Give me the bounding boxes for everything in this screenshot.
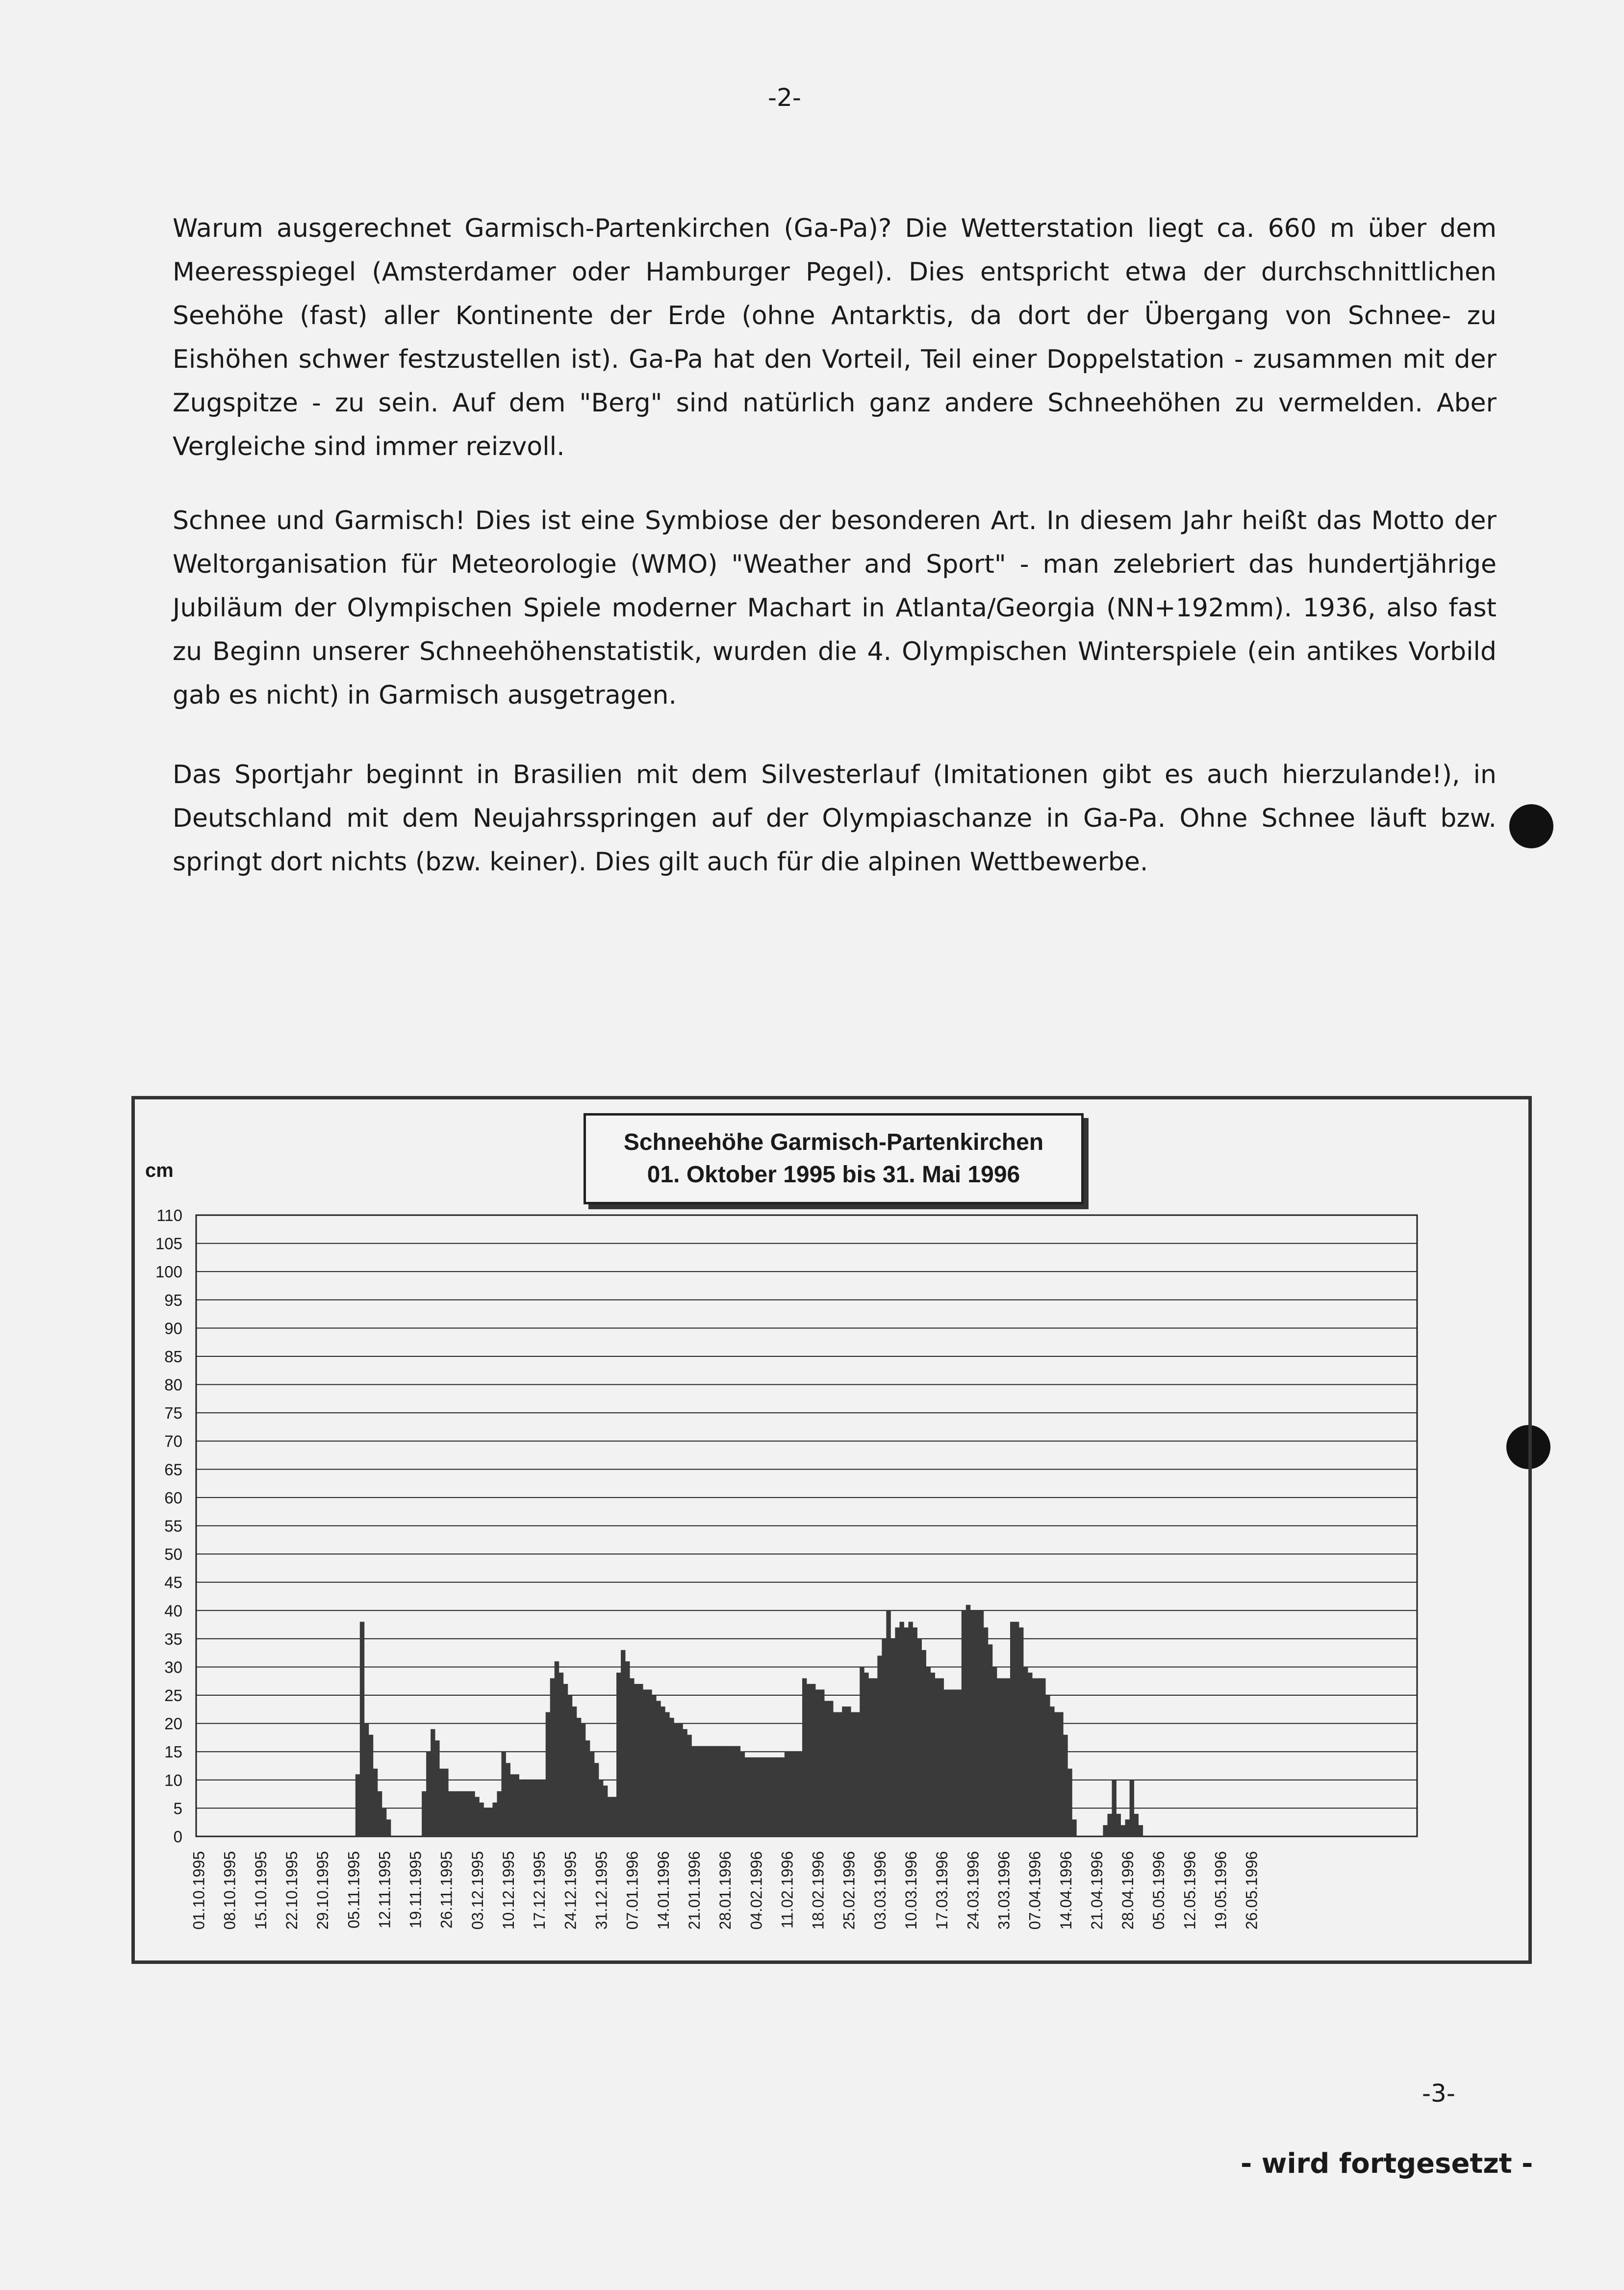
snow-depth-bar bbox=[630, 1678, 634, 1836]
snow-depth-bar bbox=[369, 1735, 373, 1836]
snow-depth-bar bbox=[864, 1673, 868, 1836]
snow-depth-bar bbox=[785, 1752, 789, 1836]
x-tick-label: 26.11.1995 bbox=[437, 1851, 456, 1929]
snow-depth-bar bbox=[506, 1763, 510, 1836]
snow-depth-bar bbox=[767, 1757, 771, 1836]
snow-depth-bar bbox=[426, 1752, 431, 1836]
snow-depth-bar bbox=[966, 1605, 970, 1836]
y-tick-label: 15 bbox=[164, 1743, 182, 1761]
x-tick-label: 29.10.1995 bbox=[314, 1851, 332, 1930]
y-tick-label: 60 bbox=[164, 1488, 182, 1507]
snow-depth-bar bbox=[1121, 1825, 1125, 1836]
snow-depth-bar bbox=[492, 1803, 497, 1836]
chart-title-line-2: 01. Oktober 1995 bis 31. Mai 1996 bbox=[647, 1162, 1020, 1188]
snow-depth-bar bbox=[475, 1797, 479, 1836]
snow-depth-bar bbox=[815, 1690, 820, 1836]
snow-depth-bar bbox=[758, 1757, 762, 1836]
snow-depth-bar bbox=[678, 1724, 683, 1836]
snow-depth-bar bbox=[453, 1791, 457, 1836]
snow-depth-bar bbox=[895, 1628, 899, 1836]
chart-title-box bbox=[584, 1113, 1084, 1204]
snow-depth-bar bbox=[563, 1684, 568, 1836]
snow-depth-bar bbox=[568, 1695, 572, 1836]
y-tick-label: 70 bbox=[164, 1432, 182, 1450]
snow-depth-bar bbox=[360, 1622, 364, 1836]
snow-depth-bar bbox=[997, 1678, 1001, 1836]
snow-depth-bar bbox=[829, 1701, 833, 1836]
snow-depth-bar bbox=[890, 1639, 895, 1836]
snow-depth-bar bbox=[386, 1819, 391, 1836]
snow-depth-bar bbox=[524, 1780, 528, 1836]
snow-depth-bar bbox=[691, 1746, 696, 1836]
y-tick-label: 10 bbox=[164, 1771, 182, 1789]
snow-depth-bar bbox=[1139, 1825, 1143, 1836]
snow-depth-bar bbox=[842, 1706, 846, 1836]
snow-depth-bar bbox=[378, 1791, 382, 1836]
snow-depth-bar bbox=[519, 1780, 524, 1836]
snow-depth-bar bbox=[1112, 1780, 1116, 1836]
snow-depth-bar bbox=[957, 1690, 962, 1836]
paragraph-1: Warum ausgerechnet Garmisch-Partenkirchen (Ga-Pa)? Die Wetterstation liegt ca. 660 m über dem Meeresspiegel (Amsterdamer oder Hamburger Pegel). Dies entspricht etwa der durchschnittlichen Seehöhe (fast) aller Kontinente der Erde (ohne Antarktis, da dort der Übergang von Schnee- zu Eishöhen schwer festzustellen ist). Ga-Pa hat den Vorteil, Teil einer Doppelstation - zusammen mit der Zugspitze - zu sein. Auf dem "Berg" sind natürlich ganz andere Schneehöhen zu vermelden. Aber Vergleiche sind immer reizvoll. bbox=[173, 214, 1497, 461]
snow-depth-bar bbox=[807, 1684, 811, 1836]
snow-depth-bar bbox=[860, 1667, 864, 1836]
snow-depth-bar bbox=[953, 1690, 957, 1836]
snow-depth-bar bbox=[944, 1690, 948, 1836]
snow-depth-bar bbox=[1028, 1673, 1032, 1836]
y-tick-label: 105 bbox=[155, 1234, 182, 1253]
snow-depth-bar bbox=[625, 1661, 630, 1836]
snow-depth-bar bbox=[660, 1706, 665, 1836]
snow-depth-bar bbox=[873, 1678, 877, 1836]
x-tick-label: 28.01.1996 bbox=[716, 1851, 735, 1930]
snow-depth-bar bbox=[992, 1667, 997, 1836]
snow-depth-bar bbox=[497, 1791, 501, 1836]
snow-depth-bar bbox=[1019, 1628, 1023, 1836]
x-tick-label: 07.01.1996 bbox=[623, 1851, 641, 1930]
snow-depth-bar bbox=[931, 1673, 935, 1836]
paragraph-3: Das Sportjahr beginnt in Brasilien mit dem Silvesterlauf (Imitationen gibt es auch hierzulande!), in Deutschland mit dem Neujahrsspringen auf der Olympiaschanze in Ga-Pa. Ohne Schnee läuft bzw. springt dort nichts (bzw. keiner). Dies gilt auch für die alpinen Wettbewerbe. bbox=[173, 760, 1497, 877]
snow-depth-bar bbox=[422, 1791, 426, 1836]
snow-depth-bar bbox=[439, 1769, 444, 1836]
x-tick-label: 05.05.1996 bbox=[1150, 1851, 1168, 1930]
x-tick-label: 22.10.1995 bbox=[282, 1851, 301, 1930]
snow-depth-bar bbox=[1032, 1678, 1037, 1836]
y-tick-label: 65 bbox=[164, 1460, 182, 1479]
snow-depth-bar bbox=[882, 1639, 886, 1836]
x-tick-label: 07.04.1996 bbox=[1026, 1851, 1044, 1930]
snow-depth-bar bbox=[537, 1780, 541, 1836]
snow-depth-bar bbox=[899, 1622, 904, 1836]
snow-depth-bar bbox=[846, 1706, 851, 1836]
x-tick-label: 01.10.1995 bbox=[190, 1851, 208, 1930]
x-tick-label: 03.12.1995 bbox=[468, 1851, 486, 1930]
snow-depth-bar bbox=[811, 1684, 815, 1836]
snow-depth-bar bbox=[528, 1780, 533, 1836]
snow-depth-bar bbox=[355, 1774, 360, 1836]
snow-depth-bar bbox=[590, 1752, 594, 1836]
y-tick-label: 110 bbox=[156, 1206, 182, 1224]
y-axis-label: cm bbox=[145, 1160, 174, 1181]
snow-depth-bar bbox=[948, 1690, 953, 1836]
snow-depth-bar bbox=[559, 1673, 563, 1836]
snow-depth-bar bbox=[1010, 1622, 1015, 1836]
snow-depth-bar bbox=[1103, 1825, 1107, 1836]
snow-depth-bar bbox=[638, 1684, 643, 1836]
x-tick-label: 11.02.1996 bbox=[778, 1851, 796, 1929]
snow-depth-bar bbox=[533, 1780, 537, 1836]
snow-depth-bar bbox=[603, 1785, 608, 1836]
snow-depth-bar bbox=[962, 1610, 966, 1836]
y-tick-label: 95 bbox=[164, 1291, 182, 1309]
snow-depth-bar bbox=[488, 1808, 492, 1836]
snow-depth-bar bbox=[833, 1712, 837, 1836]
y-tick-label: 20 bbox=[164, 1714, 182, 1733]
snow-depth-bar bbox=[652, 1695, 656, 1836]
paragraph-2: Schnee und Garmisch! Dies ist eine Symbiose der besonderen Art. In diesem Jahr heißt das Motto der Weltorganisation für Meteorologie (WMO) "Weather and Sport" - man zelebriert das hundertjährige Jubiläum der Olympischen Spiele moderner Machart in Atlanta/Georgia (NN+192mm). 1936, also fast zu Beginn unserer Schneehöhenstatistik, wurden die 4. Olympischen Winterspiele (ein antikes Vorbild gab es nicht) in Garmisch ausgetragen. bbox=[173, 506, 1497, 710]
snow-depth-bar bbox=[550, 1678, 555, 1836]
x-tick-label: 12.05.1996 bbox=[1181, 1851, 1199, 1930]
snow-depth-bar bbox=[448, 1791, 453, 1836]
snow-depth-bar bbox=[674, 1724, 678, 1836]
snow-depth-bar bbox=[608, 1797, 612, 1836]
snow-depth-bar bbox=[1001, 1678, 1006, 1836]
snow-depth-bar bbox=[594, 1763, 599, 1836]
y-tick-label: 90 bbox=[164, 1319, 182, 1338]
snow-depth-bar bbox=[634, 1684, 638, 1836]
snow-depth-bar bbox=[479, 1803, 483, 1836]
x-tick-label: 19.11.1995 bbox=[406, 1851, 425, 1929]
snow-depth-bar bbox=[727, 1746, 732, 1836]
snow-depth-bar bbox=[975, 1610, 979, 1836]
snow-depth-bar bbox=[599, 1780, 603, 1836]
y-tick-label: 50 bbox=[164, 1545, 182, 1564]
snow-depth-bar bbox=[935, 1678, 939, 1836]
snow-depth-bar bbox=[988, 1644, 992, 1836]
snow-depth-bar bbox=[1041, 1678, 1045, 1836]
snow-depth-bar bbox=[877, 1655, 882, 1836]
snow-depth-bar bbox=[1059, 1712, 1063, 1836]
snow-depth-bar bbox=[1050, 1706, 1054, 1836]
x-tick-label: 10.12.1995 bbox=[500, 1851, 518, 1930]
x-tick-label: 18.02.1996 bbox=[809, 1851, 827, 1930]
snow-depth-bar bbox=[1037, 1678, 1041, 1836]
x-tick-label: 24.03.1996 bbox=[964, 1851, 982, 1930]
snow-depth-bar bbox=[1054, 1712, 1059, 1836]
snow-depth-bar bbox=[1015, 1622, 1019, 1836]
snow-depth-bar bbox=[696, 1746, 700, 1836]
snow-depth-bar bbox=[762, 1757, 767, 1836]
chart-title-line-1: Schneehöhe Garmisch-Partenkirchen bbox=[623, 1129, 1044, 1155]
snow-depth-bar bbox=[502, 1752, 506, 1836]
x-tick-label: 25.02.1996 bbox=[840, 1851, 858, 1930]
snow-depth-bar bbox=[837, 1712, 842, 1836]
snow-depth-bar bbox=[705, 1746, 710, 1836]
y-tick-label: 75 bbox=[164, 1404, 182, 1423]
snow-depth-bar bbox=[435, 1740, 439, 1836]
snow-depth-bar bbox=[515, 1774, 519, 1836]
snow-depth-bar bbox=[669, 1718, 674, 1836]
y-tick-label: 55 bbox=[164, 1517, 182, 1535]
snow-depth-bar bbox=[1067, 1769, 1072, 1836]
snow-depth-bar bbox=[431, 1729, 435, 1836]
y-tick-label: 40 bbox=[164, 1602, 182, 1620]
snow-depth-bar bbox=[373, 1769, 378, 1836]
snow-depth-bar bbox=[656, 1701, 660, 1836]
y-tick-label: 5 bbox=[173, 1799, 182, 1818]
snow-depth-bar bbox=[926, 1667, 931, 1836]
snow-depth-bar bbox=[970, 1610, 975, 1836]
snow-depth-bar bbox=[736, 1746, 740, 1836]
y-tick-label: 100 bbox=[155, 1263, 182, 1281]
snow-depth-bar bbox=[802, 1678, 807, 1836]
y-tick-label: 80 bbox=[164, 1375, 182, 1394]
x-tick-label: 12.11.1995 bbox=[376, 1851, 394, 1929]
snow-depth-bar bbox=[683, 1729, 687, 1836]
snow-depth-bar bbox=[572, 1706, 577, 1836]
snow-depth-bar bbox=[616, 1673, 621, 1836]
snow-depth-bar bbox=[541, 1780, 546, 1836]
snow-depth-bar bbox=[1116, 1814, 1121, 1836]
snow-depth-bar bbox=[793, 1752, 798, 1836]
snow-depth-bar bbox=[979, 1610, 984, 1836]
snow-depth-bar bbox=[909, 1622, 913, 1836]
snow-depth-bar bbox=[1072, 1819, 1076, 1836]
page-number-bottom: -3- bbox=[1422, 2079, 1455, 2108]
snow-depth-bar bbox=[1130, 1780, 1134, 1836]
x-tick-label: 31.03.1996 bbox=[995, 1851, 1013, 1930]
x-tick-label: 05.11.1995 bbox=[345, 1851, 363, 1929]
y-tick-label: 25 bbox=[164, 1686, 182, 1705]
x-tick-label: 03.03.1996 bbox=[871, 1851, 889, 1930]
snow-depth-bar bbox=[466, 1791, 470, 1836]
snow-depth-bar bbox=[740, 1752, 745, 1836]
snow-depth-bar bbox=[718, 1746, 723, 1836]
y-tick-label: 85 bbox=[164, 1347, 182, 1366]
snow-depth-bar bbox=[510, 1774, 515, 1836]
snow-depth-bar bbox=[470, 1791, 475, 1836]
snow-depth-bar bbox=[710, 1746, 714, 1836]
snow-depth-bar bbox=[723, 1746, 727, 1836]
snow-depth-bar bbox=[917, 1639, 922, 1836]
y-tick-label: 45 bbox=[164, 1573, 182, 1592]
snow-depth-bar bbox=[647, 1690, 652, 1836]
snow-depth-bar bbox=[461, 1791, 466, 1836]
snow-depth-bar bbox=[1107, 1814, 1112, 1836]
snow-depth-bar bbox=[868, 1678, 873, 1836]
snow-depth-bar bbox=[665, 1712, 669, 1836]
snow-depth-bar bbox=[1045, 1695, 1050, 1836]
x-tick-label: 21.01.1996 bbox=[685, 1851, 703, 1930]
snow-depth-bar bbox=[824, 1701, 829, 1836]
snow-depth-bar bbox=[555, 1661, 559, 1836]
snow-depth-bar bbox=[364, 1724, 369, 1836]
x-tick-label: 17.03.1996 bbox=[933, 1851, 951, 1930]
y-tick-label: 30 bbox=[164, 1658, 182, 1677]
x-tick-label: 31.12.1995 bbox=[592, 1851, 610, 1930]
snow-depth-bar bbox=[585, 1740, 590, 1836]
snow-depth-bar bbox=[798, 1752, 802, 1836]
page-number-top: -2- bbox=[768, 83, 801, 112]
y-tick-label: 35 bbox=[164, 1629, 182, 1648]
snow-depth-bar bbox=[581, 1724, 585, 1836]
snow-depth-bar bbox=[382, 1808, 386, 1836]
snow-depth-bar bbox=[754, 1757, 758, 1836]
snow-depth-bar bbox=[687, 1735, 691, 1836]
x-tick-label: 24.12.1995 bbox=[561, 1851, 580, 1930]
snow-depth-bar bbox=[1134, 1814, 1139, 1836]
snow-depth-bar bbox=[577, 1718, 581, 1836]
x-tick-label: 26.05.1996 bbox=[1243, 1851, 1261, 1930]
snow-depth-bar bbox=[776, 1757, 780, 1836]
x-tick-label: 28.04.1996 bbox=[1119, 1851, 1137, 1930]
continued-note: - wird fortgesetzt - bbox=[1241, 2148, 1533, 2180]
snow-depth-bar bbox=[939, 1678, 944, 1836]
snow-depth-bar bbox=[732, 1746, 736, 1836]
x-tick-label: 14.04.1996 bbox=[1057, 1851, 1075, 1930]
x-tick-label: 17.12.1995 bbox=[531, 1851, 549, 1930]
snow-depth-bar bbox=[922, 1650, 926, 1836]
x-tick-label: 19.05.1996 bbox=[1212, 1851, 1230, 1930]
snow-depth-bar bbox=[855, 1712, 860, 1836]
snow-depth-bar bbox=[714, 1746, 718, 1836]
snow-depth-bar bbox=[749, 1757, 754, 1836]
x-tick-label: 14.01.1996 bbox=[654, 1851, 672, 1930]
snow-depth-bar bbox=[984, 1628, 988, 1836]
x-tick-label: 21.04.1996 bbox=[1088, 1851, 1106, 1930]
snow-depth-bar bbox=[1006, 1678, 1010, 1836]
snow-depth-bar bbox=[886, 1610, 890, 1836]
snow-depth-bar bbox=[1125, 1819, 1130, 1836]
snow-depth-bar bbox=[700, 1746, 705, 1836]
snow-depth-bar bbox=[457, 1791, 461, 1836]
snow-depth-bar bbox=[546, 1712, 550, 1836]
snow-depth-bar bbox=[771, 1757, 776, 1836]
x-tick-label: 04.02.1996 bbox=[747, 1851, 765, 1930]
snow-depth-bar bbox=[745, 1757, 749, 1836]
snow-depth-bar bbox=[913, 1628, 917, 1836]
snow-depth-bar bbox=[483, 1808, 488, 1836]
snow-depth-bar bbox=[444, 1769, 448, 1836]
y-tick-label: 0 bbox=[173, 1828, 182, 1846]
snow-depth-bar bbox=[820, 1690, 824, 1836]
x-tick-label: 10.03.1996 bbox=[902, 1851, 920, 1930]
snow-depth-bar bbox=[621, 1650, 625, 1836]
snow-depth-bar bbox=[851, 1712, 855, 1836]
x-tick-label: 08.10.1995 bbox=[221, 1851, 239, 1930]
snow-depth-bar bbox=[612, 1797, 616, 1836]
snow-depth-bar bbox=[1023, 1667, 1028, 1836]
snow-depth-bar bbox=[904, 1628, 908, 1836]
snow-depth-bar bbox=[780, 1757, 785, 1836]
snow-depth-bar bbox=[643, 1690, 647, 1836]
x-tick-label: 15.10.1995 bbox=[252, 1851, 270, 1930]
snow-depth-bar bbox=[789, 1752, 793, 1836]
snow-depth-bar bbox=[1063, 1735, 1067, 1836]
